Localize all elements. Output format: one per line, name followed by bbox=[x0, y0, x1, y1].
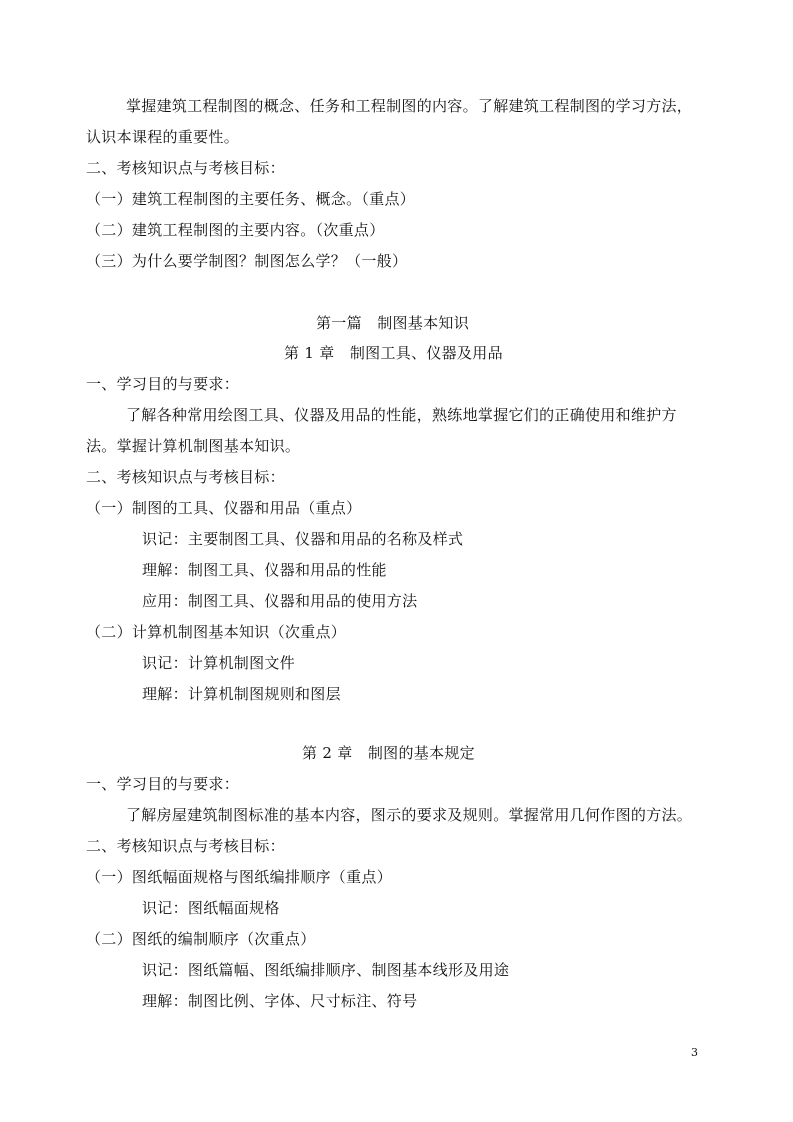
chapter2-section-2-item-1: 识记：图纸篇幅、图纸编排顺序、制图基本线形及用途 bbox=[142, 961, 510, 979]
chapter1-heading-2: 二、考核知识点与考核目标： bbox=[86, 468, 285, 486]
intro-paragraph-line2: 认识本课程的重要性。 bbox=[86, 128, 240, 146]
chapter2-heading-2: 二、考核知识点与考核目标： bbox=[86, 837, 285, 855]
chapter1-section-1-item-1: 识记：主要制图工具、仪器和用品的名称及样式 bbox=[142, 530, 464, 548]
chapter2-section-2-item-2: 理解：制图比例、字体、尺寸标注、符号 bbox=[142, 992, 418, 1010]
chapter2-section-1-item-1: 识记：图纸幅面规格 bbox=[142, 899, 280, 917]
chapter1-section-2-item-2: 理解：计算机制图规则和图层 bbox=[142, 685, 341, 703]
intro-item-3: （三）为什么要学制图？制图怎么学？（一般） bbox=[86, 252, 408, 270]
intro-item-1: （一）建筑工程制图的主要任务、概念。（重点） bbox=[86, 190, 416, 208]
page-number: 3 bbox=[691, 1046, 698, 1059]
chapter1-section-1-item-2: 理解：制图工具、仪器和用品的性能 bbox=[142, 561, 387, 579]
intro-heading-2: 二、考核知识点与考核目标： bbox=[86, 159, 285, 177]
chapter1-section-2-item-1: 识记：计算机制图文件 bbox=[142, 654, 296, 672]
part-title: 第一篇 制图基本知识 bbox=[316, 314, 470, 332]
chapter2-section-2: （二）图纸的编制顺序（次重点） bbox=[86, 930, 316, 948]
chapter1-paragraph-line2: 法。掌握计算机制图基本知识。 bbox=[86, 437, 301, 455]
chapter2-section-1: （一）图纸幅面规格与图纸编排顺序（重点） bbox=[86, 868, 393, 886]
chapter1-section-1-item-3: 应用：制图工具、仪器和用品的使用方法 bbox=[142, 592, 418, 610]
chapter1-paragraph-line1: 了解各种常用绘图工具、仪器及用品的性能，熟练地掌握它们的正确使用和维护方 bbox=[126, 406, 677, 424]
intro-paragraph-line1: 掌握建筑工程制图的概念、任务和工程制图的内容。了解建筑工程制图的学习方法， bbox=[126, 97, 693, 115]
chapter2-paragraph: 了解房屋建筑制图标准的基本内容，图示的要求及规则。掌握常用几何作图的方法。 bbox=[126, 806, 693, 824]
chapter1-heading-1: 一、学习目的与要求： bbox=[86, 375, 240, 393]
chapter2-title: 第 2 章 制图的基本规定 bbox=[302, 744, 475, 762]
chapter1-section-1: （一）制图的工具、仪器和用品（重点） bbox=[86, 499, 362, 517]
intro-item-2: （二）建筑工程制图的主要内容。（次重点） bbox=[86, 221, 385, 239]
chapter2-heading-1: 一、学习目的与要求： bbox=[86, 775, 240, 793]
chapter1-title: 第 1 章 制图工具、仪器及用品 bbox=[284, 344, 503, 362]
chapter1-section-2: （二）计算机制图基本知识（次重点） bbox=[86, 623, 347, 641]
